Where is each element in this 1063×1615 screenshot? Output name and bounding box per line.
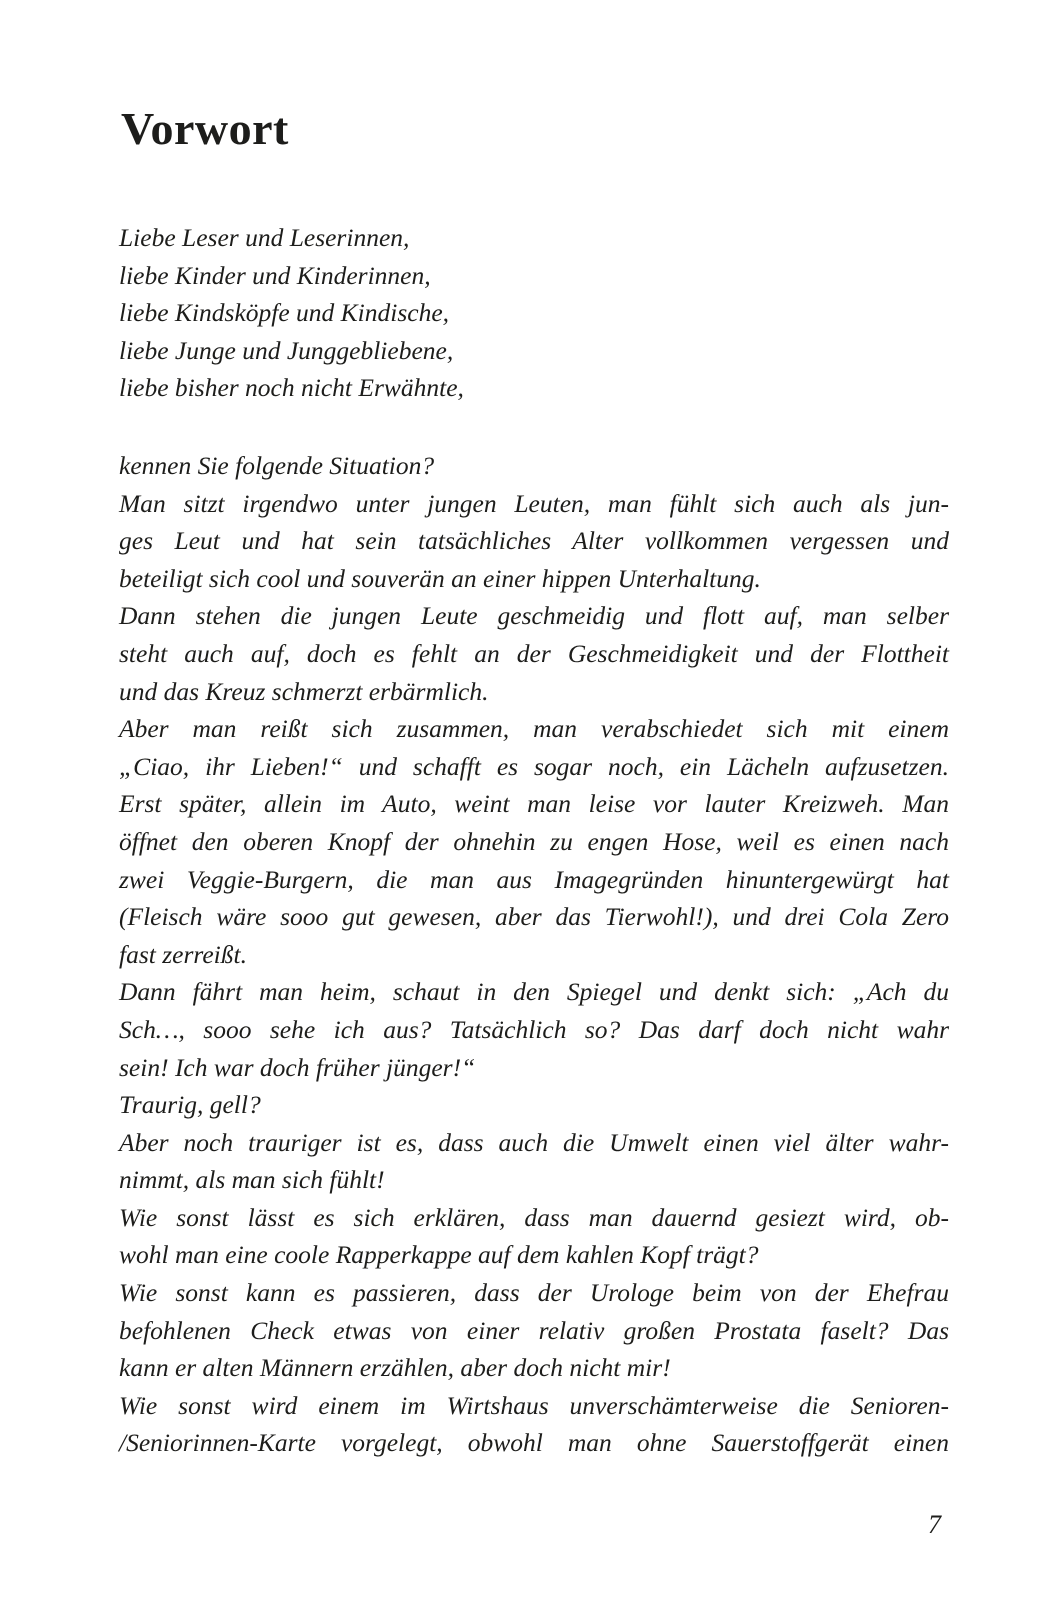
- body-line: Aber man reißt sich zusammen, man verabschiedet sich mit einem: [119, 714, 949, 744]
- body-line: Wie sonst lässt es sich erklären, dass man dauernd gesiezt wird, ob-: [119, 1202, 949, 1232]
- body-line: kennen Sie folgende Situation?: [119, 451, 435, 480]
- body-line: Dann fährt man heim, schaut in den Spiegel und denkt sich: „Ach du: [119, 977, 949, 1007]
- body-line: und das Kreuz schmerzt erbärmlich.: [119, 676, 489, 706]
- body-line: Traurig, gell?: [119, 1090, 261, 1120]
- body-line: Sch…, sooo sehe ich aus? Tatsächlich so? Das darf doch nicht wahr: [119, 1014, 949, 1044]
- page-title: Vorwort: [121, 103, 289, 154]
- body-line: befohlenen Check etwas von einer relativ großen Prostata faselt? Das: [119, 1315, 949, 1345]
- greeting-block: [119, 219, 949, 407]
- greeting-line: liebe Kinder und Kinderinnen,: [119, 260, 431, 290]
- body-line: wohl man eine coole Rapperkappe auf dem kahlen Kopf trägt?: [119, 1240, 759, 1270]
- body-line: Aber noch trauriger ist es, dass auch die Umwelt einen viel älter wahr-: [119, 1127, 949, 1157]
- greeting-line: liebe bisher noch nicht Erwähnte,: [119, 373, 464, 403]
- greeting-line: Liebe Leser und Leserinnen,: [119, 223, 410, 252]
- body-line: sein! Ich war doch früher jünger!“: [119, 1052, 476, 1082]
- body-line: /Seniorinnen-Karte vorgelegt, obwohl man ohne Sauerstoffgerät einen: [119, 1428, 949, 1458]
- body-line: Wie sonst kann es passieren, dass der Urologe beim von der Ehefrau: [119, 1278, 949, 1308]
- body-line: öffnet den oberen Knopf der ohnehin zu engen Hose, weil es einen nach: [119, 826, 949, 856]
- body-line: beteiligt sich cool und souverän an einer hippen Unterhaltung.: [119, 563, 761, 593]
- page-number: 7: [928, 1510, 941, 1539]
- body-line: Erst später, allein im Auto, weint man leise vor lauter Kreizweh. Man: [119, 789, 949, 819]
- body-line: (Fleisch wäre sooo gut gewesen, aber das Tierwohl!), und drei Cola Zero: [119, 902, 949, 932]
- body-line: nimmt, als man sich fühlt!: [119, 1165, 385, 1195]
- body-line: Wie sonst wird einem im Wirtshaus unverschämterweise die Senioren-: [119, 1390, 949, 1420]
- body-line: Dann stehen die jungen Leute geschmeidig und flott auf, man selber: [119, 601, 949, 631]
- greeting-line: liebe Junge und Junggebliebene,: [119, 335, 454, 365]
- body-line: zwei Veggie-Burgern, die man aus Imagegründen hinuntergewürgt hat: [119, 864, 949, 894]
- body-line: ges Leut und hat sein tatsächliches Alter vollkommen vergessen und: [119, 526, 949, 556]
- body-line: steht auch auf, doch es fehlt an der Geschmeidigkeit und der Flottheit: [119, 638, 949, 668]
- body-line: Man sitzt irgendwo unter jungen Leuten, man fühlt sich auch als jun-: [119, 488, 949, 518]
- body-line: kann er alten Männern erzählen, aber doch nicht mir!: [119, 1353, 671, 1383]
- body-line: „Ciao, ihr Lieben!“ und schafft es sogar noch, ein Lächeln aufzusetzen.: [119, 751, 949, 781]
- body-text-block: [119, 447, 949, 1462]
- body-line: fast zerreißt.: [119, 939, 247, 969]
- greeting-line: liebe Kindsköpfe und Kindische,: [119, 298, 450, 328]
